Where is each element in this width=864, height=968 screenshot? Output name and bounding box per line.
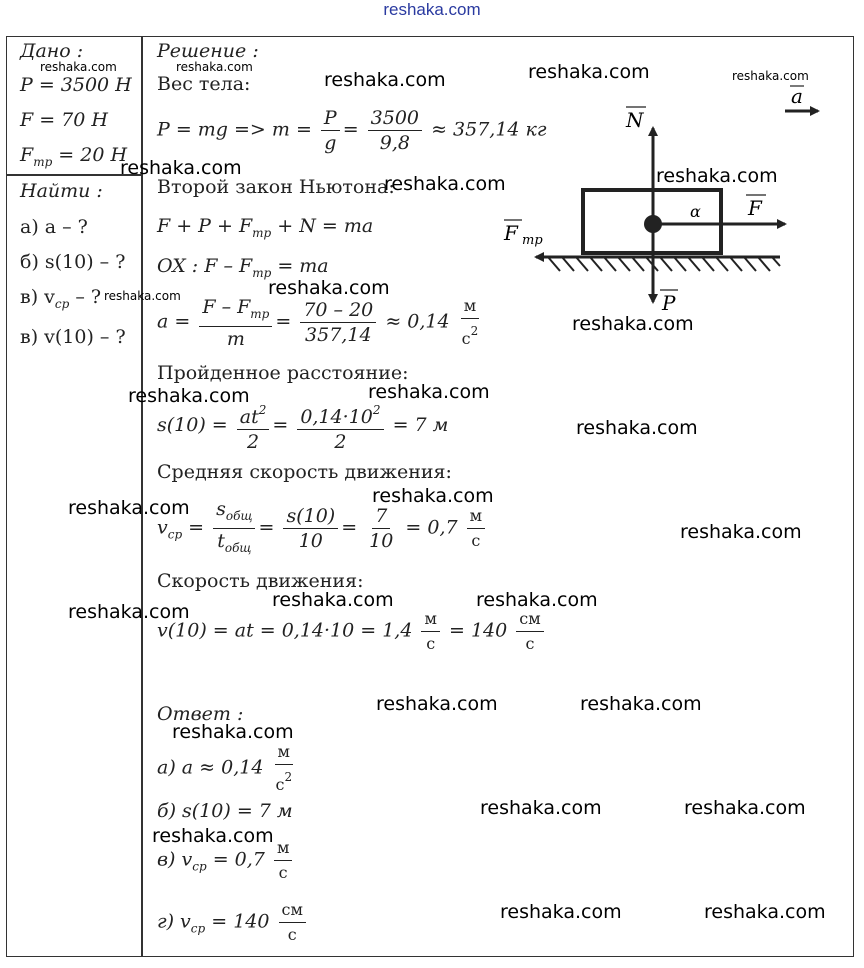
given-Ftr: $F_{тр} = 20$ Н bbox=[20, 144, 128, 169]
label-a: a bbox=[791, 84, 803, 108]
answer-title: Ответ : bbox=[157, 703, 244, 725]
label-Ftr: F bbox=[504, 221, 518, 245]
watermark: reshaka.com bbox=[476, 589, 598, 611]
find-item-b: б) s(10) – ? bbox=[20, 251, 126, 273]
watermark: reshaka.com bbox=[500, 901, 622, 923]
watermark: reshaka.com bbox=[680, 521, 802, 543]
ground-hatching bbox=[548, 257, 780, 271]
label-N: N bbox=[626, 108, 644, 132]
label-Ftr-sub: тр bbox=[522, 233, 543, 248]
distance-heading: Пройденное расстояние: bbox=[157, 362, 409, 384]
answer-a: а) a ≈ 0,14 $\frac{м}{с^2}$ bbox=[157, 742, 293, 794]
watermark: reshaka.com bbox=[176, 60, 253, 74]
speed-formula: v(10) = at = 0,14·10 = 1,4 $\frac{м}{с}$ = 140 $\frac{см}{с}$ bbox=[157, 607, 547, 656]
label-F: F bbox=[748, 196, 762, 220]
watermark: reshaka.com bbox=[384, 173, 506, 195]
watermark: reshaka.com bbox=[104, 289, 181, 303]
avg-speed-formula: $v_{ср}$ = $\frac{s_{общ}}{t_{общ}}$ = $\frac{s(10)}{10}$ = $\frac{7}{10}$ = 0,7 $\frac{м}{с}$ bbox=[157, 497, 488, 560]
answer-d: г) $v_{ср} = 140$ $\frac{см}{с}$ bbox=[157, 898, 309, 947]
given-title: Дано : bbox=[20, 40, 84, 62]
watermark: reshaka.com bbox=[172, 721, 294, 743]
weight-heading: Вес тела: bbox=[157, 73, 251, 95]
watermark: reshaka.com bbox=[656, 165, 778, 187]
watermark: reshaka.com bbox=[732, 69, 809, 83]
newton-heading: Второй закон Ньютона: bbox=[157, 176, 395, 198]
label-alpha: α bbox=[690, 202, 701, 221]
ox-equation: OX : F – $F_{тр}$ = ma bbox=[157, 255, 329, 280]
watermark: reshaka.com bbox=[480, 797, 602, 819]
watermark: reshaka.com bbox=[120, 157, 242, 179]
distance-formula: s(10) = $\frac{at^2}{2}$ = $\frac{0,14\cdot 10^2}{2}$ = 7 м bbox=[157, 398, 448, 454]
answer-c: в) $v_{ср} = 0,7$ $\frac{м}{с}$ bbox=[157, 836, 295, 885]
label-P: P bbox=[662, 291, 676, 315]
given-P: P = 3500 Н bbox=[20, 74, 132, 96]
watermark: reshaka.com bbox=[704, 901, 826, 923]
watermark: reshaka.com bbox=[324, 69, 446, 91]
force-diagram bbox=[500, 80, 830, 320]
weight-formula: P = mg => m = $\frac{P}{g}$ = $\frac{3500}{9,8}$ ≈ 357,14 кг bbox=[157, 107, 547, 154]
watermark: reshaka.com bbox=[372, 485, 494, 507]
watermark: reshaka.com bbox=[376, 693, 498, 715]
watermark: reshaka.com bbox=[68, 601, 190, 623]
watermark: reshaka.com bbox=[572, 313, 694, 335]
solution-title: Решение : bbox=[157, 40, 259, 62]
answer-b: б) s(10) = 7 м bbox=[157, 800, 293, 822]
watermark: reshaka.com bbox=[684, 797, 806, 819]
watermark: reshaka.com bbox=[152, 825, 274, 847]
site-header[interactable]: reshaka.com bbox=[383, 0, 481, 19]
watermark: reshaka.com bbox=[576, 417, 698, 439]
watermark: reshaka.com bbox=[40, 60, 117, 74]
center-of-mass-dot bbox=[644, 215, 662, 233]
watermark: reshaka.com bbox=[128, 385, 250, 407]
watermark: reshaka.com bbox=[580, 693, 702, 715]
find-item-c: в) $v_{ср}$ – ? bbox=[20, 286, 102, 311]
acceleration-formula: a = $\frac{F - F_{тр}}{m}$ = $\frac{70 - 20}{357,14}$ ≈ 0,14 $\frac{м}{с^2}$ bbox=[157, 295, 479, 350]
watermark: reshaka.com bbox=[528, 61, 650, 83]
avg-speed-heading: Средняя скорость движения: bbox=[157, 461, 452, 483]
given-F: F = 70 Н bbox=[20, 109, 108, 131]
find-item-a: а) a – ? bbox=[20, 216, 88, 238]
watermark: reshaka.com bbox=[68, 497, 190, 519]
watermark: reshaka.com bbox=[368, 381, 490, 403]
speed-heading: Скорость движения: bbox=[157, 570, 364, 592]
watermark: reshaka.com bbox=[268, 277, 390, 299]
watermark: reshaka.com bbox=[272, 589, 394, 611]
vector-equation: $F + P + F_{тр} + N$ = ma bbox=[157, 215, 374, 240]
find-title: Найти : bbox=[20, 180, 103, 202]
find-item-d: в) v(10) – ? bbox=[20, 326, 126, 348]
